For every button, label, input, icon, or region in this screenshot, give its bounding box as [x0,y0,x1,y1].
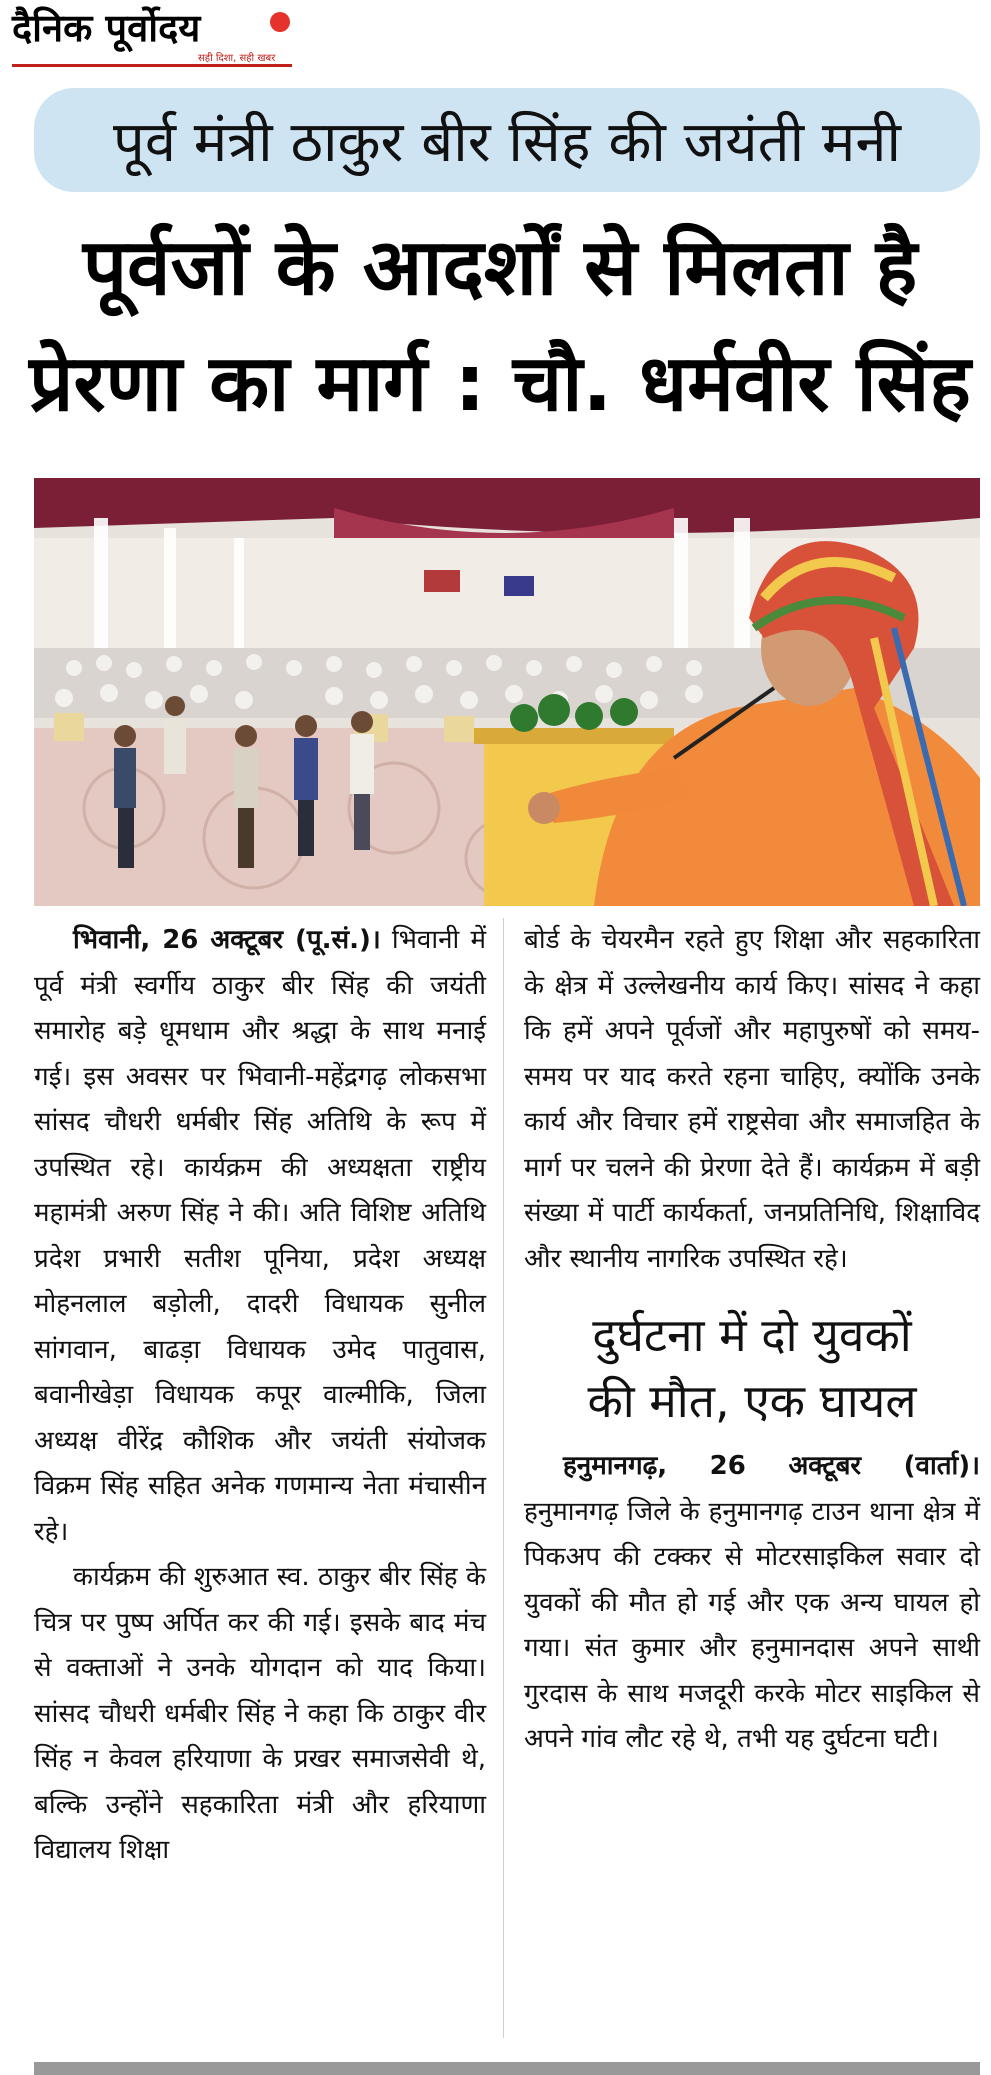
story-1-paragraph-1 [34,918,486,1555]
story-2-body: हनुमानगढ़ जिले के हनुमानगढ़ टाउन थाना क्षेत्र में पिकअप की टक्कर से मोटरसाइकिल सवार दो युवकों की मौत हो गई और एक अन्य घायल हो गया। संत कुमार और हनुमानदास अपने साथी गुरदास के साथ मजदूरी करके मोटर साइकिल से अपने गांव लौट रहे थे, तभी यह दुर्घटना घटी। [524,1496,980,1754]
newspaper-tagline: सही दिशा, सही खबर [198,53,276,64]
right-column [524,918,980,1763]
story-2-headline-line-1: दुर्घटना में दो युवकों [592,1308,912,1362]
event-photo [34,478,980,906]
newspaper-name: दैनिक पूर्वोदय [12,6,201,50]
event-photo-illustration [34,478,980,906]
main-headline [20,210,980,442]
story-2-headline [524,1302,980,1434]
story-1-paragraph-3: बोर्ड के चेयरमैन रहते हुए शिक्षा और सहकारिता के क्षेत्र में उल्लेखनीय कार्य किए। सांसद ने कहा कि हमें अपने पूर्वजों और महापुरुषों को समय-समय पर याद करते रहना चाहिए, क्योंकि उनके कार्य और विचार हमें राष्ट्रसेवा और समाजहित के मार्ग पर चलने की प्रेरणा देते हैं। कार्यक्रम में बड़ी संख्या में पार्टी कार्यकर्ता, जनप्रतिनिधि, शिक्षाविद और स्थानीय नागरिक उपस्थित रहे। [524,925,980,1274]
story-1-paragraph-1-text: भिवानी में पूर्व मंत्री स्वर्गीय ठाकुर बीर सिंह की जयंती समारोह बड़े धूमधाम और श्रद्धा के साथ मनाई गई। इस अवसर पर भिवानी-महेंद्रगढ़ लोकसभा सांसद चौधरी धर्मबीर सिंह अतिथि के रूप में उपस्थित रहे। कार्यक्रम की अध्यक्षता राष्ट्रीय महामंत्री अरुण सिंह ने की। अति विशिष्ट अतिथि प्रदेश प्रभारी सतीश पूनिया, प्रदेश अध्यक्ष मोहनलाल बड़ोली, दादरी विधायक सुनील सांगवान, बाढड़ा विधायक उमेद पातुवास, बवानीखेड़ा विधायक कपूर वाल्मीकि, जिला अध्यक्ष वीरेंद्र कौशिक और जयंती संयोजक विक्रम सिंह सहित अनेक गणमान्य नेता मंचासीन रहे। [34,925,487,1547]
headline-line-1: पूर्वजों के आदर्शों से मिलता है [82,223,918,313]
column-divider [503,918,504,2038]
newspaper-logo [12,6,292,70]
story-2-dateline: हनुमानगढ़, 26 अक्टूबर (वार्ता)। [563,1451,980,1481]
masthead-rule [12,64,292,67]
story-2-paragraph [524,1444,980,1763]
headline-line-2: प्रेरणा का मार्ग : चौ. धर्मवीर सिंह [29,339,971,429]
story-1-left-column [34,918,486,1874]
kicker-banner [34,88,980,192]
story-1-paragraph-2: कार्यक्रम की शुरुआत स्व. ठाकुर बीर सिंह के चित्र पर पुष्प अर्पित कर की गई। इसके बाद मंच से वक्ताओं ने उनके योगदान को याद किया। सांसद चौधरी धर्मबीर सिंह ने कहा कि ठाकुर वीर सिंह न केवल हरियाणा के प्रखर समाजसेवी थे, बल्कि उन्होंने सहकारिता मंत्री और हरियाणा विद्यालय शिक्षा [34,1562,486,1865]
logo-sun-icon [270,12,290,32]
page-footer-bar [34,2062,980,2075]
story-1-dateline: भिवानी, 26 अक्टूबर (पू.सं.)। [73,925,381,955]
kicker-text: पूर्व मंत्री ठाकुर बीर सिंह की जयंती मनी [113,110,901,175]
story-2-headline-line-2: की मौत, एक घायल [587,1374,917,1428]
